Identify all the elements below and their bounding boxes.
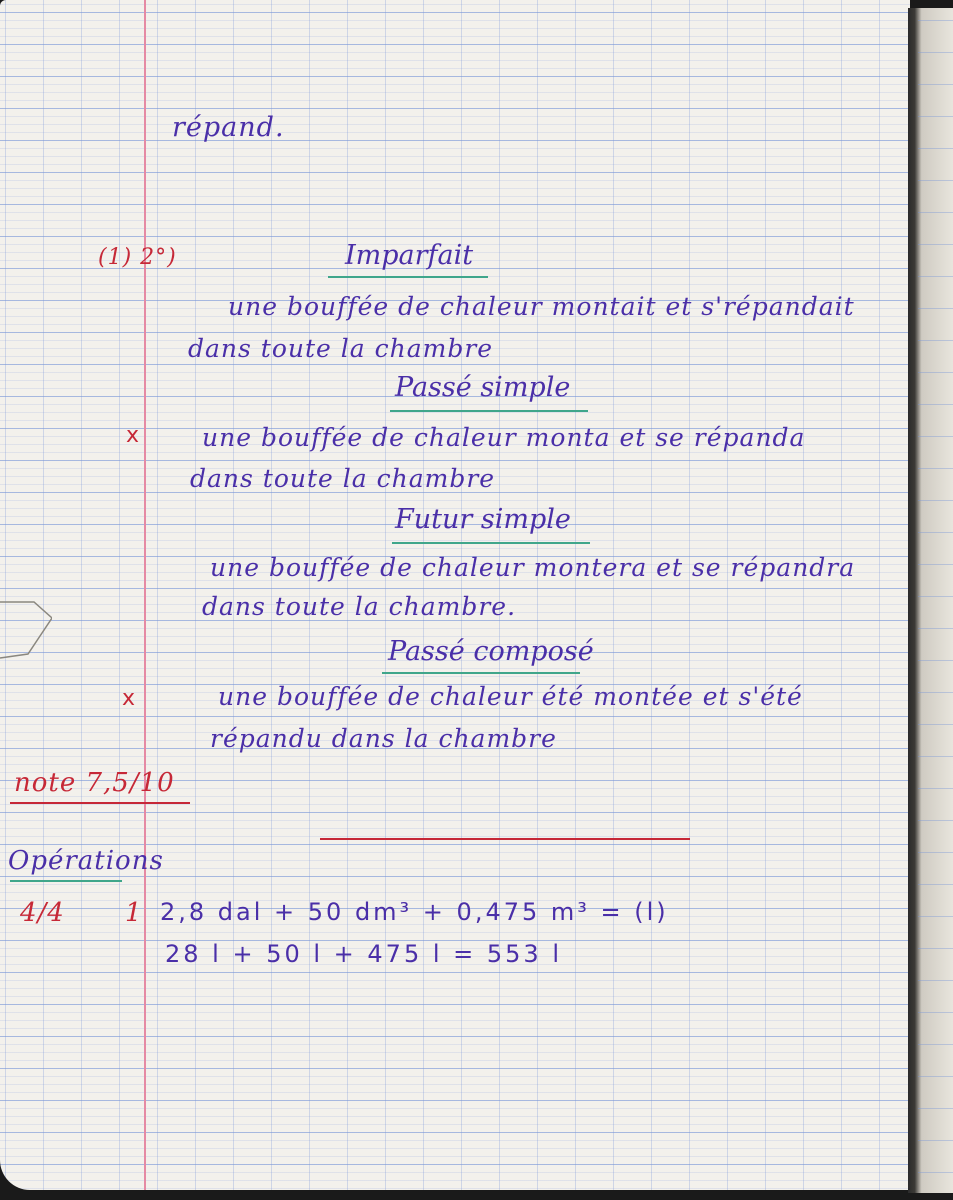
error-mark: x: [126, 423, 140, 448]
operations-heading: Opérations: [8, 846, 164, 876]
continued-text: répand.: [172, 112, 285, 143]
tense-heading-passe-compose: Passé composé: [388, 636, 594, 667]
heading-underline: [392, 542, 590, 544]
grade-underline: [10, 802, 190, 804]
operation-number: 1: [125, 898, 143, 928]
operations-score: 4/4: [20, 898, 65, 928]
heading-underline: [328, 276, 488, 278]
sentence-line: une bouffée de chaleur montait et s'répandait: [228, 292, 855, 321]
operations-underline: [10, 880, 122, 882]
sentence-line: répandu dans la chambre: [210, 724, 557, 753]
sentence-line: dans toute la chambre: [190, 464, 496, 493]
sentence-line: une bouffée de chaleur monta et se répanda: [202, 423, 806, 452]
exercise-reference: (1) 2°): [98, 245, 177, 270]
tense-heading-futur-simple: Futur simple: [395, 504, 571, 535]
tense-heading-imparfait: Imparfait: [345, 240, 474, 271]
sentence-line: dans toute la chambre: [188, 334, 494, 363]
operation-line: 2,8 dal + 50 dm³ + 0,475 m³ = (l): [160, 898, 669, 926]
error-mark: x: [122, 686, 136, 711]
next-page-lines: [918, 8, 953, 1188]
sentence-line: une bouffée de chaleur été montée et s'été: [218, 682, 803, 711]
section-separator: [320, 838, 690, 840]
sentence-line: dans toute la chambre.: [202, 592, 517, 621]
grade: note 7,5/10: [14, 768, 175, 798]
operation-line: 28 l + 50 l + 475 l = 553 l: [165, 940, 562, 968]
heading-underline: [382, 672, 580, 674]
tense-heading-passe-simple: Passé simple: [395, 372, 571, 403]
heading-underline: [390, 410, 588, 412]
margin-line: [144, 0, 146, 1190]
sentence-line: une bouffée de chaleur montera et se répandra: [210, 553, 856, 582]
page-crease: [0, 598, 52, 660]
